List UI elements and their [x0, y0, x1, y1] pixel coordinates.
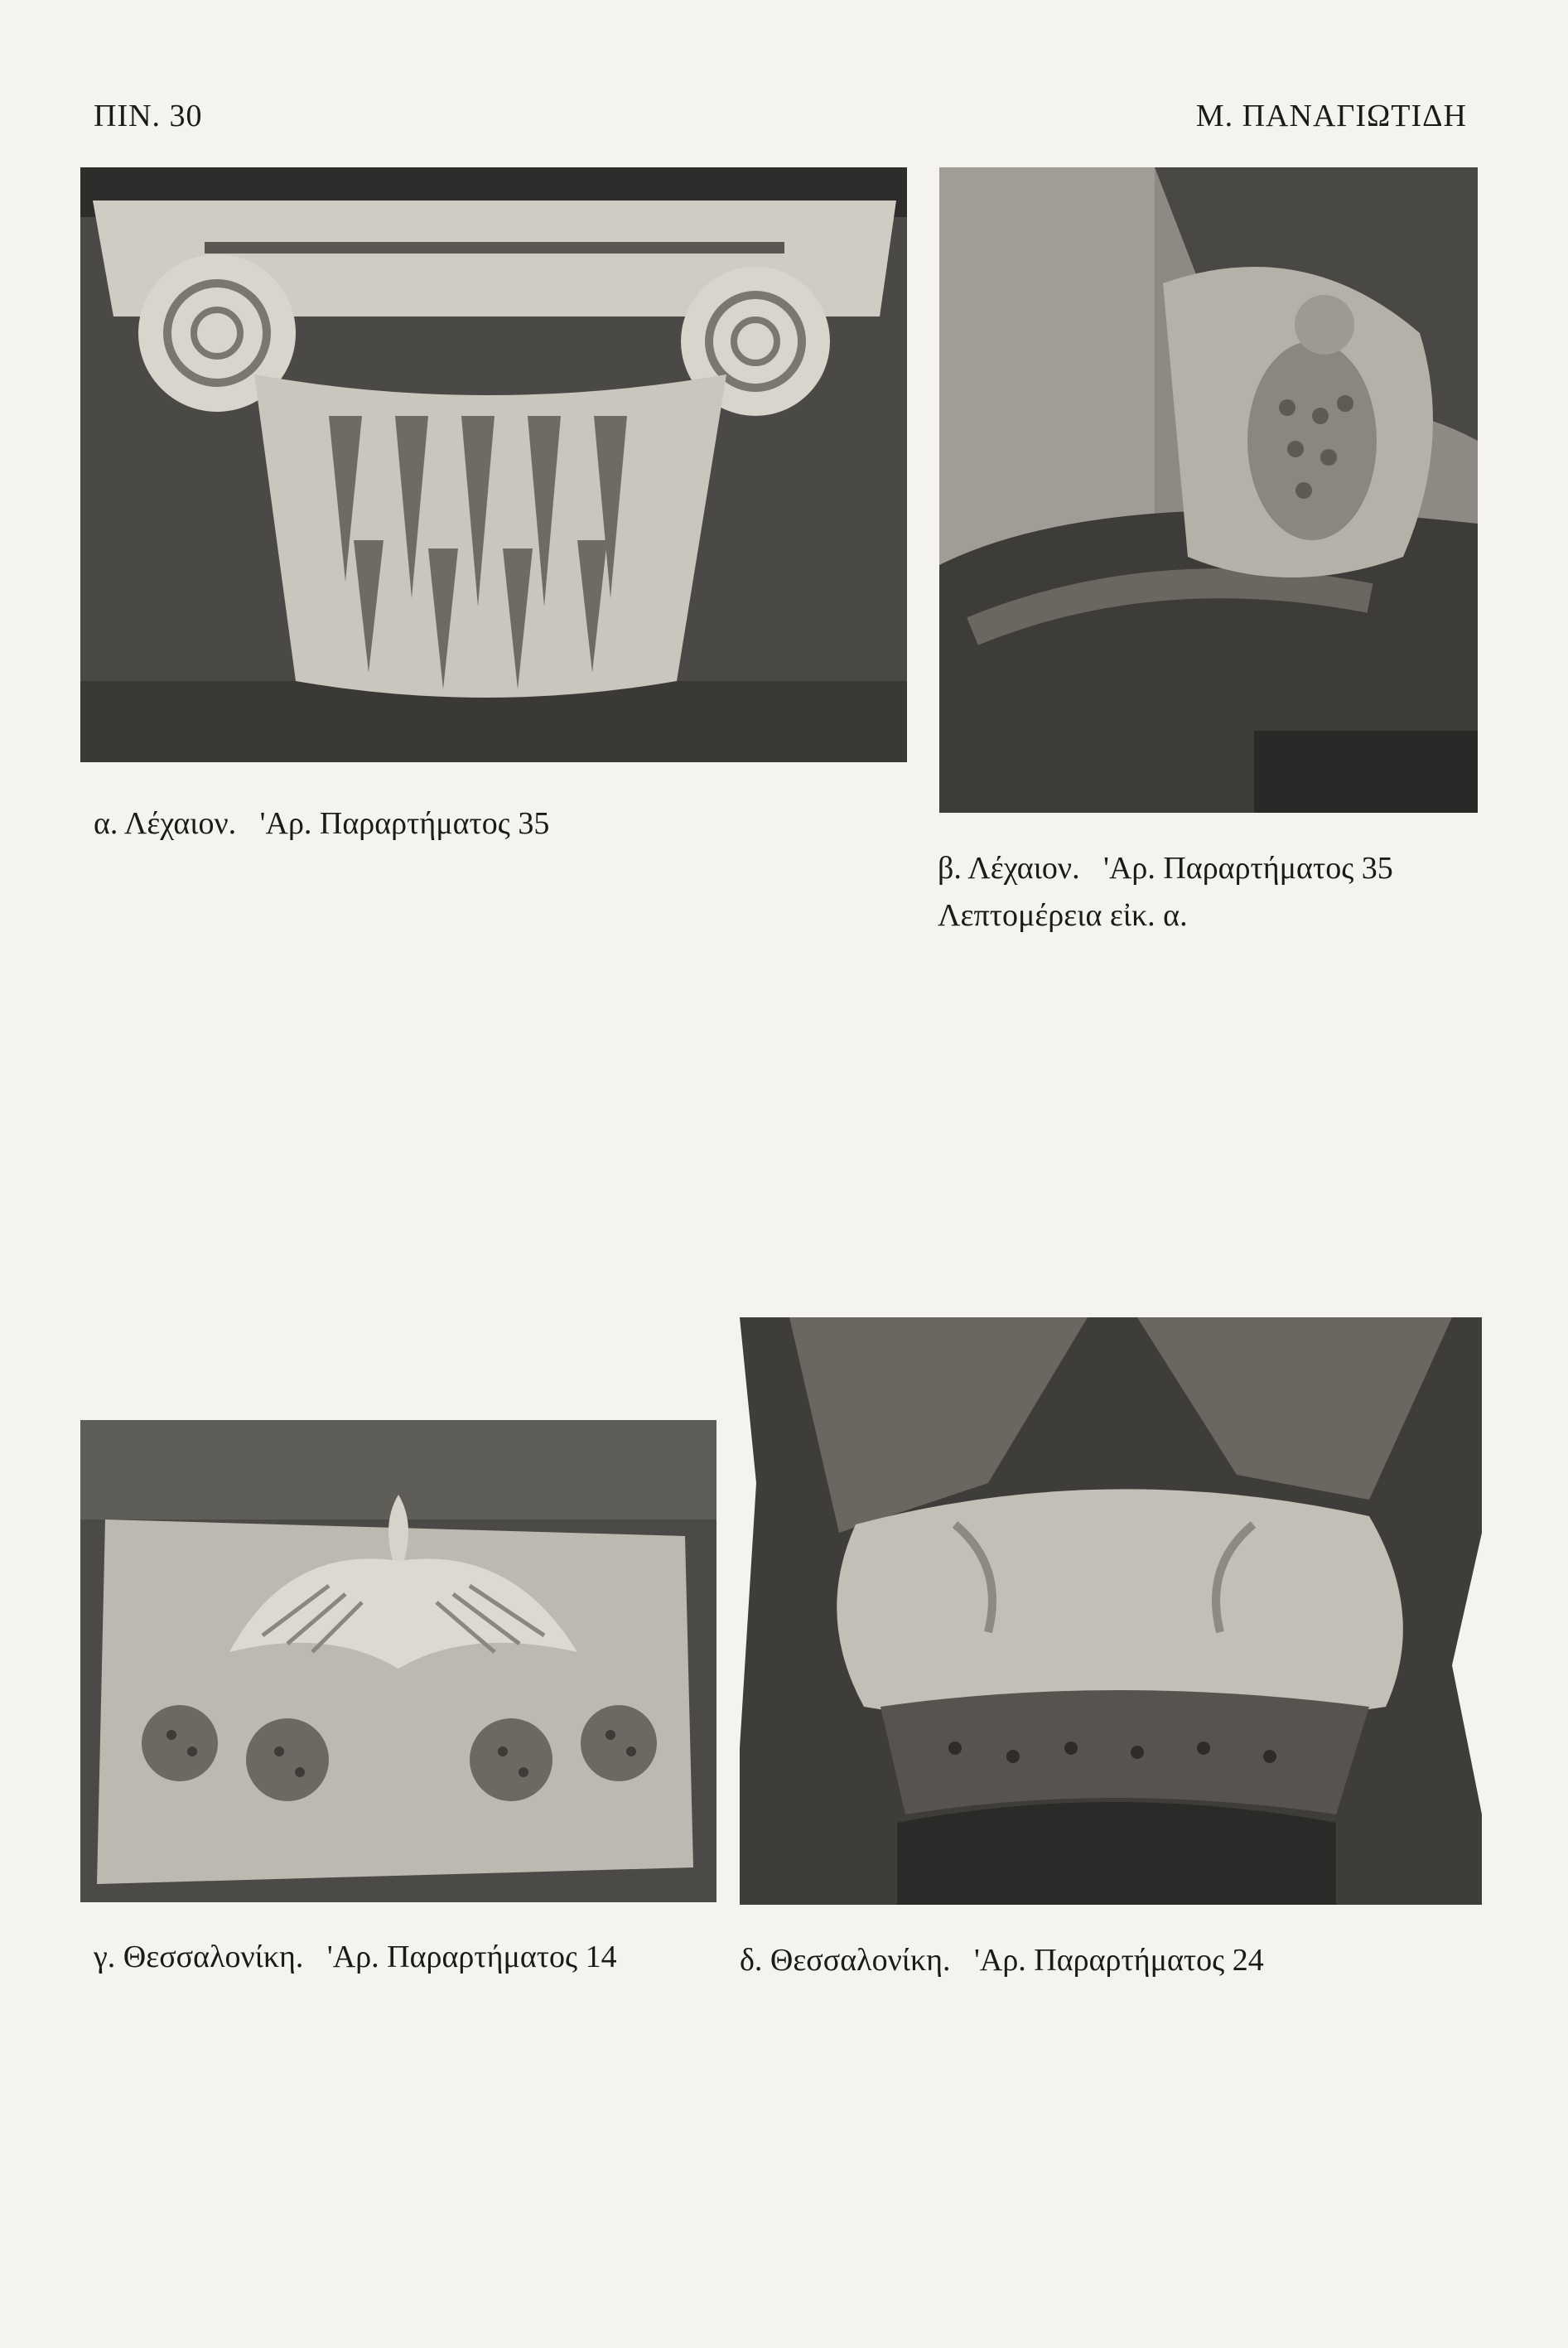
caption-b-line2: Λεπτομέρεια εἰκ. α. — [938, 898, 1188, 933]
capital-with-volutes-icon — [80, 167, 907, 762]
eagle-detail-icon — [939, 167, 1478, 813]
author-name: Μ. ΠΑΝΑΓΙΩΤΙΔΗ — [1195, 99, 1467, 133]
figure-c-photo — [80, 1420, 716, 1902]
plate-number: ΠΙΝ. 30 — [94, 99, 203, 133]
eagle-capital-icon — [80, 1420, 716, 1902]
figure-d-photo — [740, 1317, 1482, 1905]
caption-d: δ. Θεσσαλονίκη. 'Αρ. Παραρτήματος 24 — [740, 1943, 1264, 1978]
figure-b-photo — [939, 167, 1478, 813]
figure-a-photo — [80, 167, 907, 762]
caption-a: α. Λέχαιον. 'Αρ. Παραρτήματος 35 — [94, 806, 550, 841]
caption-b-line1: β. Λέχαιον. 'Αρ. Παραρτήματος 35 — [938, 851, 1393, 886]
impost-capital-icon — [740, 1317, 1482, 1905]
caption-c: γ. Θεσσαλονίκη. 'Αρ. Παραρτήματος 14 — [94, 1940, 617, 1974]
